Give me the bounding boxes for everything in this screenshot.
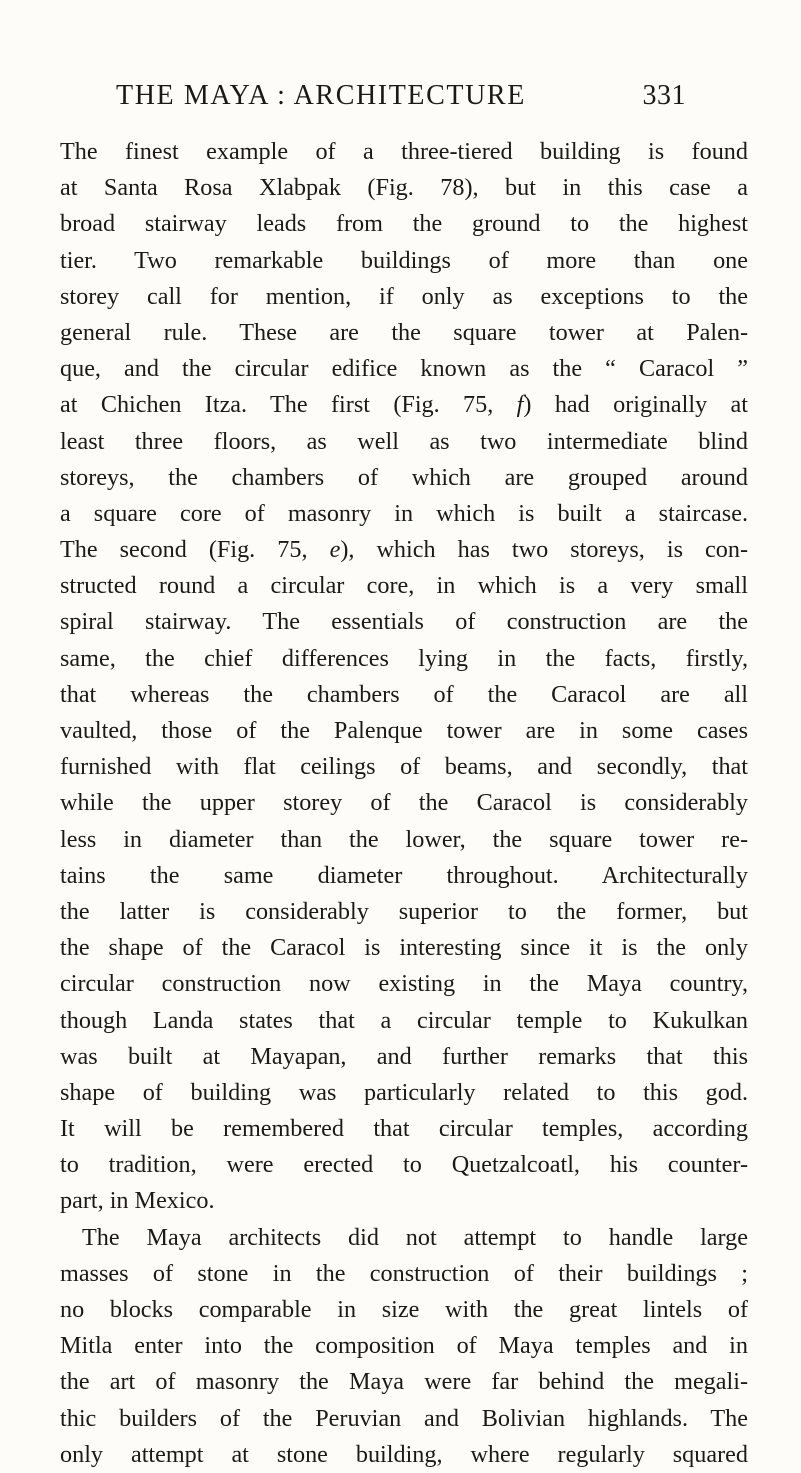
text-line: the latter is considerably superior to the former, but <box>60 897 748 925</box>
running-head <box>116 80 686 120</box>
paragraph <box>60 134 748 1220</box>
text-line: spiral stairway. The essentials of construction are the <box>60 608 748 636</box>
text-line: storeys, the chambers of which are grouped around <box>60 463 748 491</box>
text-line: circular construction now existing in the Maya country, <box>60 970 748 998</box>
text-line: least three floors, as well as two intermediate blind <box>60 427 748 455</box>
text-line: at Chichen Itza. The first (Fig. 75, f) had originally at <box>60 391 748 419</box>
running-head-title: THE MAYA : ARCHITECTURE <box>116 80 526 111</box>
text-line: same, the chief differences lying in the facts, firstly, <box>60 644 748 672</box>
text-line: broad stairway leads from the ground to the highest <box>60 210 748 238</box>
body-text <box>60 134 748 1473</box>
figure-letter: e <box>329 536 341 564</box>
text-line: tains the same diameter throughout. Architecturally <box>60 861 748 889</box>
text-line: The finest example of a three-tiered building is found <box>60 138 748 165</box>
figure-letter: f <box>516 391 524 419</box>
text-line: was built at Mayapan, and further remarks that this <box>60 1042 748 1070</box>
text-line: It will be remembered that circular temples, according <box>60 1115 748 1143</box>
text-line: tier. Two remarkable buildings of more than one <box>60 246 748 274</box>
text-line: the shape of the Caracol is interesting since it is the only <box>60 934 748 962</box>
text-line: shape of building was particularly related to this god. <box>60 1078 748 1106</box>
text-line: storey call for mention, if only as exceptions to the <box>60 282 748 310</box>
text-line: que, and the circular edifice known as the “ Caracol ” <box>60 355 748 383</box>
text-line: general rule. These are the square tower at Palen- <box>60 318 748 346</box>
text-line: no blocks comparable in size with the great lintels of <box>60 1296 748 1323</box>
text-line: part, in Mexico. <box>60 1187 215 1215</box>
text-line: Mitla enter into the composition of Maya temples and in <box>60 1332 748 1360</box>
text-line: thic builders of the Peruvian and Bolivian highlands. The <box>60 1404 748 1432</box>
text-line: though Landa states that a circular temple to Kukulkan <box>60 1006 748 1034</box>
text-line: only attempt at stone building, where regularly squared <box>60 1440 748 1468</box>
text-line: furnished with flat ceilings of beams, and secondly, that <box>60 753 748 781</box>
text-line: structed round a circular core, in which is a very small <box>60 572 748 600</box>
text-line: The Maya architects did not attempt to handle large <box>82 1223 748 1251</box>
text-line: a square core of masonry in which is built a staircase. <box>60 499 748 527</box>
text-line: masses of stone in the construction of their buildings ; <box>60 1259 748 1287</box>
page-number: 331 <box>642 80 686 111</box>
text-line: that whereas the chambers of the Caracol are all <box>60 680 748 708</box>
text-line: vaulted, those of the Palenque tower are in some cases <box>60 717 748 744</box>
text-line: to tradition, were erected to Quetzalcoatl, his counter- <box>60 1151 748 1179</box>
paragraph <box>60 1220 748 1473</box>
text-line: while the upper storey of the Caracol is considerably <box>60 789 748 817</box>
text-line: the art of masonry the Maya were far behind the megali- <box>60 1368 748 1396</box>
text-line: The second (Fig. 75, e), which has two storeys, is con- <box>60 536 748 564</box>
text-line: at Santa Rosa Xlabpak (Fig. 78), but in this case a <box>60 174 748 202</box>
text-line: less in diameter than the lower, the square tower re- <box>60 825 748 853</box>
